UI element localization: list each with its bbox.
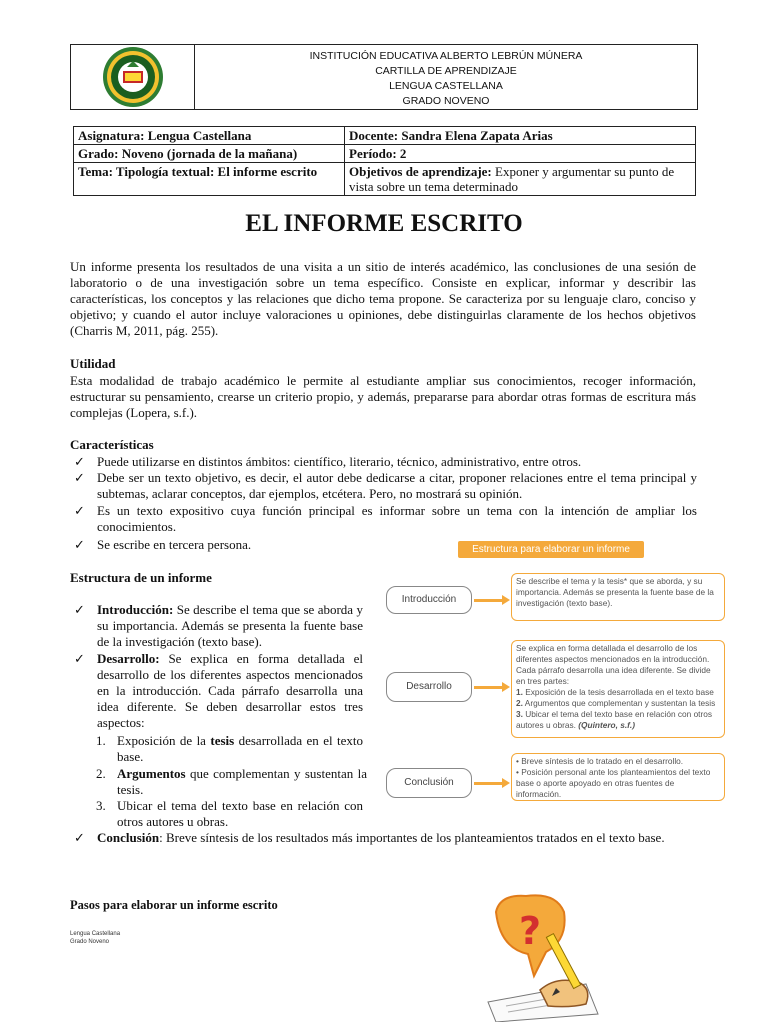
footer-grade: Grado Noveno <box>70 939 110 945</box>
tema-cell: Tema: Tipología textual: El informe escrito <box>74 163 345 196</box>
caracteristica-item: Debe ser un texto objetivo, es decir, el autor debe dedicarse a citar, proponer relaciones entre el tema principal y subtemas, aclarar conceptos, dar ejemplos, etcétera. Pero, no mostrará su opinión. <box>97 470 697 501</box>
caracteristicas-heading: Características <box>70 437 154 452</box>
estructura-introduccion: Introducción: Se describe el tema que se aborda y su importancia. Además se presenta la fuente base de la investigación (texto base). <box>97 602 363 649</box>
svg-text:?: ? <box>518 909 542 953</box>
check-icon: ✓ <box>74 537 85 552</box>
page-title: EL INFORME ESCRITO <box>245 210 523 237</box>
check-icon: ✓ <box>74 830 85 845</box>
check-icon: ✓ <box>74 470 85 485</box>
header-lines <box>195 45 697 109</box>
asignatura-cell: Asignatura: Lengua Castellana <box>74 127 345 145</box>
periodo-cell: Período: 2 <box>345 145 696 163</box>
check-icon: ✓ <box>74 454 85 469</box>
arrow-icon <box>474 686 504 689</box>
caracteristica-item: Es un texto expositivo cuya función principal es informar sobre un tema con la intención de ampliar los conocimientos. <box>97 503 697 534</box>
caracteristica-item: Puede utilizarse en distintos ámbitos: científico, literario, técnico, administrativo, entre otros. <box>97 454 582 469</box>
pasos-heading: Pasos para elaborar un informe escrito <box>70 898 278 912</box>
node-conclusion: Conclusión <box>386 768 472 798</box>
box-conclusion <box>511 753 725 801</box>
header-table <box>70 44 698 110</box>
school-logo <box>71 45 195 109</box>
utilidad-paragraph: Esta modalidad de trabajo académico le permite al estudiante ampliar sus conocimientos, recoger información, estructurar su pensamiento, crearse un criterio propio, y además, prepararse para abordar otras formas de escritura más complejas (Lopera, s.f.). <box>70 373 696 420</box>
subject-name: LENGUA CASTELLANA <box>389 80 503 92</box>
node-introduccion: Introducción <box>386 586 472 614</box>
question-writing-illustration <box>486 892 600 1022</box>
caracteristica-item: Se escribe en tercera persona. <box>97 537 252 552</box>
grade-name: GRADO NOVENO <box>402 95 490 107</box>
footer-subject: Lengua Castellana <box>70 931 121 937</box>
institution-name: INSTITUCIÓN EDUCATIVA ALBERTO LEBRÚN MÚNERA <box>309 50 583 62</box>
check-icon: ✓ <box>74 651 85 666</box>
objetivos-cell: Objetivos de aprendizaje: Exponer y argumentar su punto de vista sobre un tema determinado <box>345 163 696 196</box>
box-desarrollo-item: 3. Ubicar el tema del texto base en relación con otros autores u obras. (Quintero, s.f.) <box>516 709 713 730</box>
sub-item-ubicar: Ubicar el tema del texto base en relación con otros autores u obras. <box>117 798 363 829</box>
box-conclusion-item: • Breve síntesis de lo tratado en el desarrollo. <box>516 756 684 766</box>
logo-cell <box>71 45 195 109</box>
box-desarrollo <box>511 640 725 738</box>
estructura-desarrollo: Desarrollo: Se explica en forma detallada el desarrollo de los diferentes aspectos mencionados en la introducción. Cada párrafo desarrolla una idea diferente. Se deben desarrollar estos tres aspectos: <box>97 651 363 730</box>
intro-paragraph: Un informe presenta los resultados de una visita a un sitio de interés académico, las conclusiones de una sesión de laboratorio o de una investigación sobre un tema específico. Consiste en explicar, informar y describir las características, los conceptos y las relaciones que dicho tema propone. Se caracteriza por su lenguaje claro, conciso y objetivo; y cuando el autor incluye valoraciones u opiniones, debe distinguirlas claramente de los hechos objetivos (Charris M, 2011, pág. 255). <box>70 259 696 338</box>
arrow-icon <box>474 599 504 602</box>
sub-item-tesis: Exposición de la tesis desarrollada en el texto base. <box>117 733 363 764</box>
footer-note <box>70 930 120 946</box>
diagram-title: Estructura para elaborar un informe <box>458 541 644 558</box>
grado-cell: Grado: Noveno (jornada de la mañana) <box>74 145 345 163</box>
sub-number: 3. <box>96 798 106 813</box>
node-desarrollo: Desarrollo <box>386 672 472 702</box>
box-desarrollo-item: 2. Argumentos que complementan y sustentan la tesis <box>516 698 716 708</box>
arrow-icon <box>474 782 504 785</box>
check-icon: ✓ <box>74 503 85 518</box>
document-type: CARTILLA DE APRENDIZAJE <box>375 65 517 77</box>
estructura-conclusion: Conclusión: Breve síntesis de los resultados más importantes de los planteamientos tratados en el texto base. <box>97 830 665 845</box>
check-icon: ✓ <box>74 602 85 617</box>
sub-item-argumentos: Argumentos que complementan y sustentan la tesis. <box>117 766 367 797</box>
sub-number: 2. <box>96 766 106 781</box>
info-table <box>73 126 696 196</box>
docente-cell: Docente: Sandra Elena Zapata Arias <box>345 127 696 145</box>
utilidad-heading: Utilidad <box>70 356 116 371</box>
box-introduccion: Se describe el tema y la tesis* que se aborda, y su importancia. Además se presenta la fuente base de la investigación (texto base). <box>511 573 725 621</box>
sub-number: 1. <box>96 733 106 748</box>
box-conclusion-item: • Posición personal ante los planteamientos del texto base o aporte apoyado en otras fuentes de información. <box>516 767 711 799</box>
box-desarrollo-item: 1. Exposición de la tesis desarrollada en el texto base <box>516 687 714 697</box>
estructura-heading: Estructura de un informe <box>70 570 212 585</box>
box-desarrollo-text: Se explica en forma detallada el desarrollo de los diferentes aspectos mencionados en la introducción. Cada párrafo desarrolla una idea diferente. Se divide en tres partes: <box>516 643 711 686</box>
